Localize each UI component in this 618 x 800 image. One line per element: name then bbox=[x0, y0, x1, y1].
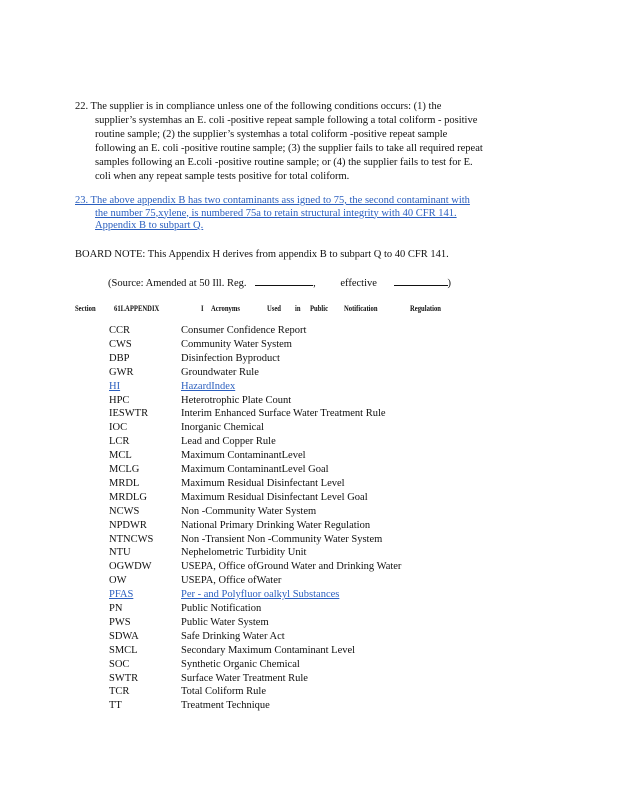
acronym-smcl: SMCL bbox=[109, 644, 138, 656]
definition-dbp: Disinfection Byproduct bbox=[181, 352, 280, 364]
acronym-lcr: LCR bbox=[109, 436, 130, 448]
acronym-mclg: MCLG bbox=[109, 464, 140, 475]
acronym-tcr: TCR bbox=[109, 686, 130, 698]
acronym-tt: TT bbox=[109, 700, 122, 712]
acronym-ieswtr: IESWTR bbox=[109, 408, 149, 420]
header-used: Used bbox=[267, 303, 282, 313]
definition-pfas[interactable]: Per - and Polyfluor oalkyl Substances bbox=[181, 589, 340, 601]
source-suffix: ) bbox=[447, 278, 452, 289]
para22-line-3: routine sample; (2) the supplier’s systemhas a total coliform -positive repeat sample bbox=[95, 129, 448, 140]
definition-ntncws: Non -Transient Non -Community Water System bbox=[181, 533, 383, 545]
header-acronyms: Acronyms bbox=[211, 303, 240, 313]
definition-cws: Community Water System bbox=[181, 338, 292, 350]
effective-blank bbox=[394, 275, 448, 286]
para22-line-6: coli when any repeat sample tests positive for total coliform. bbox=[95, 171, 350, 182]
acronym-pws: PWS bbox=[109, 616, 131, 628]
source-note bbox=[108, 275, 451, 289]
para22-line-2: supplier’s systemhas an E. coli -positive repeat sample following a total coliform - positive bbox=[95, 115, 478, 126]
acronym-mcl: MCL bbox=[109, 450, 132, 462]
header-in: in bbox=[295, 303, 301, 313]
acronym-sdwa: SDWA bbox=[109, 630, 139, 642]
para22-line-5: samples following an E.coli -positive routine sample; or (4) the supplier fails to test for E. bbox=[95, 157, 473, 168]
header-section: Section bbox=[75, 303, 96, 313]
acronym-hi[interactable]: HI bbox=[109, 380, 121, 392]
definition-hpc: Heterotrophic Plate Count bbox=[181, 394, 292, 406]
definition-mclg: Maximum ContaminantLevel Goal bbox=[181, 464, 329, 475]
definition-smcl: Secondary Maximum Contaminant Level bbox=[181, 644, 356, 656]
acronym-hpc: HPC bbox=[109, 394, 130, 406]
acronym-ncws: NCWS bbox=[109, 505, 140, 517]
definition-hi[interactable]: HazardIndex bbox=[181, 380, 236, 392]
board-note: BOARD NOTE: This Appendix H derives from appendix B to subpart Q to 40 CFR 141. bbox=[75, 249, 449, 260]
definition-soc: Synthetic Organic Chemical bbox=[181, 658, 300, 670]
definition-pws: Public Water System bbox=[181, 616, 269, 628]
definition-gwr: Groundwater Rule bbox=[181, 366, 259, 378]
header-roman: I bbox=[201, 303, 204, 313]
definition-pn: Public Notification bbox=[181, 603, 262, 614]
definition-ogwdw: USEPA, Office ofGround Water and Drinking Water bbox=[181, 561, 402, 573]
para22-line-4: following an E. coli -positive routine sample; (3) the supplier fails to take all required repeat bbox=[95, 143, 483, 154]
definition-mrdl: Maximum Residual Disinfectant Level bbox=[181, 477, 345, 489]
acronym-mrdlg: MRDLG bbox=[109, 491, 147, 503]
acronym-mrdl: MRDL bbox=[109, 477, 140, 489]
definition-ncws: Non -Community Water System bbox=[181, 505, 317, 517]
definition-lcr: Lead and Copper Rule bbox=[181, 436, 276, 448]
acronym-ntu: NTU bbox=[109, 547, 131, 559]
definition-tcr: Total Coliform Rule bbox=[181, 686, 267, 698]
para23-line-3[interactable]: Appendix B to subpart Q. bbox=[95, 220, 204, 231]
acronym-npdwr: NPDWR bbox=[109, 519, 147, 531]
acronym-cws: CWS bbox=[109, 338, 132, 350]
acronym-ogwdw: OGWDW bbox=[109, 561, 152, 573]
acronym-dbp: DBP bbox=[109, 352, 130, 364]
definition-npdwr: National Primary Drinking Water Regulation bbox=[181, 519, 371, 531]
definition-swtr: Surface Water Treatment Rule bbox=[181, 672, 308, 684]
definition-mrdlg: Maximum Residual Disinfectant Level Goal bbox=[181, 491, 368, 503]
reg-blank bbox=[255, 275, 313, 286]
definition-ioc: Inorganic Chemical bbox=[181, 422, 264, 434]
definition-mcl: Maximum ContaminantLevel bbox=[181, 450, 306, 462]
source-effective: effective bbox=[340, 278, 377, 289]
header-appendix: 61LAPPENDIX bbox=[114, 303, 160, 313]
acronym-pn: PN bbox=[109, 603, 123, 614]
paragraph-23-link[interactable] bbox=[75, 195, 470, 233]
acronym-ntncws: NTNCWS bbox=[109, 533, 154, 545]
acronym-gwr: GWR bbox=[109, 366, 134, 378]
paragraph-22 bbox=[75, 100, 483, 184]
para22-line-1: 22. The supplier is in compliance unless one of the following conditions occurs: (1) the bbox=[75, 101, 442, 112]
header-regulation: Regulation bbox=[410, 303, 441, 313]
header-public: Public bbox=[310, 303, 329, 313]
definition-ntu: Nephelometric Turbidity Unit bbox=[181, 547, 307, 559]
acronym-soc: SOC bbox=[109, 658, 130, 670]
acronym-ow: OW bbox=[109, 575, 127, 587]
definition-ccr: Consumer Confidence Report bbox=[181, 325, 307, 336]
source-comma: , bbox=[313, 278, 316, 289]
definition-ieswtr: Interim Enhanced Surface Water Treatment Rule bbox=[181, 408, 386, 420]
source-prefix: (Source: Amended at 50 Ill. Reg. bbox=[108, 278, 247, 289]
acronym-pfas[interactable]: PFAS bbox=[109, 589, 134, 601]
acronym-swtr: SWTR bbox=[109, 672, 139, 684]
para23-line-2[interactable]: the number 75,xylene, is numbered 75a to retain structural integrity with 40 CFR 141. bbox=[95, 207, 457, 219]
header-notification: Notification bbox=[344, 303, 378, 313]
definition-ow: USEPA, Office ofWater bbox=[181, 575, 282, 587]
acronym-ioc: IOC bbox=[109, 422, 128, 434]
definition-tt: Treatment Technique bbox=[181, 700, 270, 712]
para23-line-1[interactable]: 23. The above appendix B has two contaminants ass igned to 75, the second contaminant with bbox=[75, 195, 470, 206]
acronym-ccr: CCR bbox=[109, 325, 131, 336]
definition-sdwa: Safe Drinking Water Act bbox=[181, 630, 285, 642]
